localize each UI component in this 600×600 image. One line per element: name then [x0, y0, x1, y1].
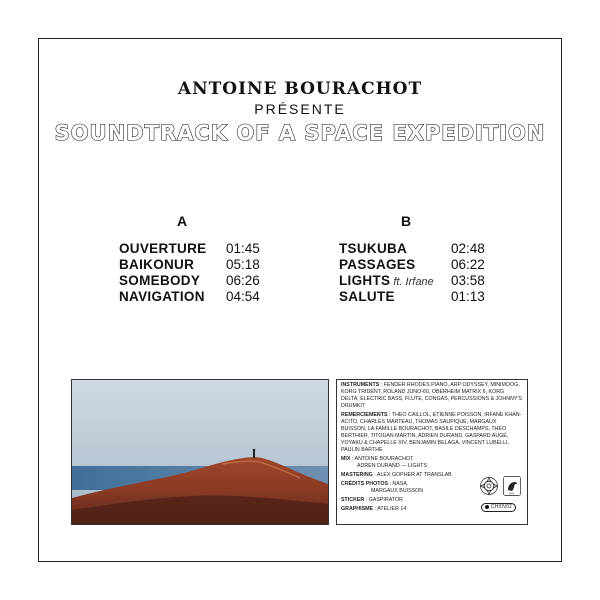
credit-graphisme: GRAPHISME : ATELIER 14	[341, 506, 407, 512]
track-row	[119, 241, 319, 257]
track-title: LIGHTS	[339, 273, 391, 288]
track-duration: 01:13	[451, 289, 485, 304]
track-title: SALUTE	[339, 289, 395, 304]
catalog-text: CHXIV02	[491, 504, 512, 510]
credit-value: GASPIRATOR	[368, 497, 403, 503]
track-duration: 04:54	[226, 289, 260, 304]
credit-key: CRÉDITS PHOTOS	[341, 481, 388, 487]
credit-sticker: STICKER : GASPIRATOR	[341, 497, 403, 503]
credit-value: ANTOINE BOURACHOT	[354, 456, 414, 462]
volcanic-ridge-image	[72, 380, 328, 524]
track-row	[339, 289, 539, 305]
track-row	[119, 273, 319, 289]
credit-value: ALEX GOPHER AT TRANSLAB	[376, 472, 452, 478]
credit-value: NASA	[392, 481, 407, 487]
track-featuring: ft. Irfane	[393, 276, 434, 288]
track-title: TSUKUBA	[339, 241, 408, 256]
presents-line: PRÉSENTE	[254, 101, 346, 117]
credit-instruments: INSTRUMENTS : FENDER RHODES PIANO, ARP ODYSSEY, MINIMOOG, KORG TRIDENT, ROLAND JUNO-60, OBERHEIM MATRIX 6, KORG DELTA, ELECTRIC BASS, FLUTE, CONGAS, PERCUSSIONS & JOHNNY'S DRUMKIT	[341, 382, 522, 409]
catalog-number	[481, 503, 516, 512]
credits-panel	[336, 379, 528, 525]
track-duration: 06:22	[451, 257, 485, 272]
track-title: SOMEBODY	[119, 273, 201, 288]
credit-value: MARGAUX BUISSON	[371, 488, 424, 494]
track-row	[119, 257, 319, 273]
credit-key: INSTRUMENTS	[341, 382, 380, 388]
track-duration: 02:48	[451, 241, 485, 256]
bird-label-logo-icon	[503, 476, 521, 496]
track-title: NAVIGATION	[119, 289, 205, 304]
credit-key: REMERCIEMENTS	[341, 412, 388, 418]
track-duration: 06:26	[226, 273, 260, 288]
track-duration: 01:45	[226, 241, 260, 256]
credit-value: THEO CAILLOL, ETIENNE POISSON, IRFANE KHAN-ACITO, CHARLES MARTEAU, THOMAS SAUPIQUE, MARGAUX BUISSON, LA FAMILLE BOURACHOT, BASILE DESCHAMPS, THEO BERTHIER, TITOUAN MARTIN, ADRIEN DURAND, GASPARD AUGÉ, YOYAKU & CHAPELLE XIV, BENJAMIN BELAGA, VINCENT LUBELLI, PAULIN BARTHE	[341, 412, 522, 453]
credit-mastering: MASTERING : ALEX GOPHER AT TRANSLAB	[341, 472, 452, 478]
track-duration: 03:58	[451, 273, 485, 288]
artist-name: ANTOINE BOURACHOT	[177, 79, 423, 99]
credit-key: GRAPHISME	[341, 506, 374, 512]
disc-icon	[485, 505, 489, 509]
credit-value: ADREN DURAND — LIGHTS	[357, 463, 428, 469]
credit-value: FENDER RHODES PIANO, ARP ODYSSEY, MINIMOOG, KORG TRIDENT, ROLAND JUNO-60, OBERHEIM MATRIX 6, KORG DELTA, ELECTRIC BASS, FLUTE, CONGAS, PERCUSSIONS & JOHNNY'S DRUMKIT	[341, 382, 522, 409]
credit-key: MIX	[341, 456, 351, 462]
track-title: PASSAGES	[339, 257, 416, 272]
album-title: SOUNDTRACK OF A SPACE EXPEDITION	[54, 121, 546, 145]
track-row	[339, 257, 539, 273]
side-a-tracklist	[119, 241, 319, 305]
credit-mix: MIX : ANTOINE BOURACHOT ADREN DURAND — LIGHTS	[341, 456, 523, 470]
track-duration: 05:18	[226, 257, 260, 272]
landscape-photo	[71, 379, 329, 525]
credit-remerciements: REMERCIEMENTS : THEO CAILLOL, ETIENNE POISSON, IRFANE KHAN-ACITO, CHARLES MARTEAU, THOMAS SAUPIQUE, MARGAUX BUISSON, LA FAMILLE BOURACHOT, BASILE DESCHAMPS, THEO BERTHIER, TITOUAN MARTIN, ADRIEN DURAND, GASPARD AUGÉ, YOYAKU & CHAPELLE XIV, BENJAMIN BELAGA, VINCENT LUBELLI, PAULIN BARTHE	[341, 412, 522, 453]
record-sleeve	[38, 38, 562, 562]
track-title: BAIKONUR	[119, 257, 195, 272]
label-badges	[479, 476, 523, 520]
credit-value: ATELIER 14	[377, 506, 407, 512]
bird-logo-lettering: XIV	[509, 491, 514, 496]
credit-key: MASTERING	[341, 472, 373, 478]
side-b-label: B	[401, 213, 412, 229]
track-row	[339, 241, 539, 257]
track-row	[119, 289, 319, 305]
side-b-tracklist	[339, 241, 539, 305]
credit-key: STICKER	[341, 497, 365, 503]
mandala-logo-icon	[479, 476, 499, 496]
track-row	[339, 273, 539, 289]
side-a-label: A	[177, 213, 188, 229]
track-title: OUVERTURE	[119, 241, 207, 256]
credit-photos: CRÉDITS PHOTOS : NASA MARGAUX BUISSON	[341, 481, 523, 495]
